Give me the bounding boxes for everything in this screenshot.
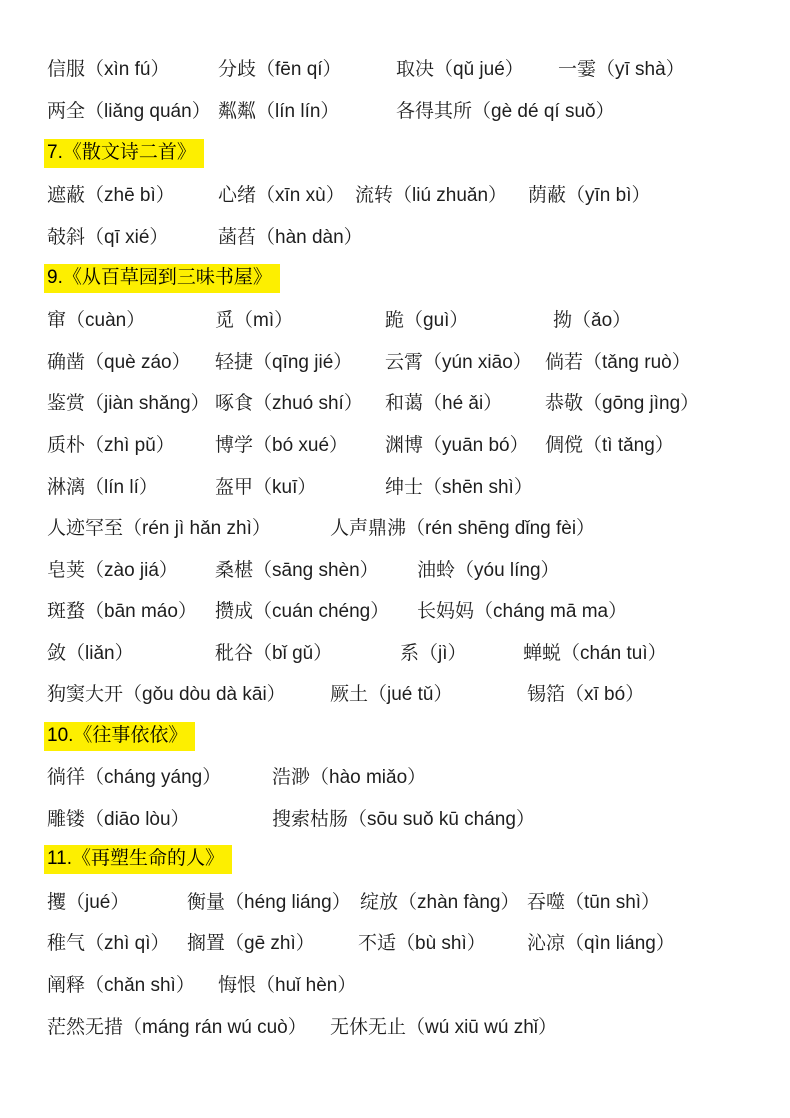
word-entry: 觅（mì） (215, 310, 294, 331)
word-entry: 信服（xìn fú） (47, 59, 170, 80)
word-entry: 皂荚（zào jiá） (47, 560, 178, 581)
word-entry: 确凿（què záo） (47, 352, 191, 373)
vocab-row (0, 1016, 790, 1044)
vocab-row (0, 974, 790, 1002)
word-entry: 雕镂（diāo lòu） (47, 809, 190, 830)
vocab-row (0, 476, 790, 504)
word-entry: 浩渺（hào miǎo） (272, 767, 427, 788)
vocab-row (0, 226, 790, 254)
vocab-row (0, 683, 790, 711)
word-entry: 徜徉（cháng yáng） (47, 767, 222, 788)
word-entry: 流转（liú zhuǎn） (355, 185, 508, 206)
word-entry: 绽放（zhàn fàng） (360, 892, 520, 913)
word-entry: 渊博（yuān bó） (385, 435, 529, 456)
word-entry: 和蔼（hé ǎi） (385, 393, 503, 414)
word-entry: 窜（cuàn） (47, 310, 146, 331)
word-entry: 云霄（yún xiāo） (385, 352, 532, 373)
word-entry: 厥土（jué tǔ） (330, 684, 453, 705)
word-entry: 倜傥（tì tǎng） (545, 435, 674, 456)
word-entry: 荫蔽（yīn bì） (528, 185, 651, 206)
section-header-row (0, 845, 790, 873)
word-entry: 无休无止（wú xiū wú zhǐ） (330, 1017, 557, 1038)
word-entry: 攒成（cuán chéng） (215, 601, 390, 622)
word-entry: 沁凉（qìn liáng） (527, 933, 675, 954)
vocab-row (0, 808, 790, 836)
section-title: 10.《往事依依》 (44, 722, 195, 751)
word-entry: 敛（liǎn） (47, 643, 134, 664)
word-entry: 质朴（zhì pǔ） (47, 435, 175, 456)
word-entry: 粼粼（lín lín） (218, 101, 340, 122)
vocab-row (0, 58, 790, 86)
vocab-row (0, 184, 790, 212)
word-entry: 菡萏（hàn dàn） (218, 227, 363, 248)
vocab-row (0, 517, 790, 545)
word-entry: 鉴赏（jiàn shǎng） (47, 393, 210, 414)
vocab-row (0, 932, 790, 960)
vocab-row (0, 309, 790, 337)
word-entry: 秕谷（bǐ gǔ） (215, 643, 333, 664)
word-entry: 攲斜（qī xié） (47, 227, 169, 248)
word-entry: 取决（qǔ jué） (396, 59, 524, 80)
vocab-row (0, 434, 790, 462)
word-entry: 绅士（shēn shì） (385, 477, 533, 498)
word-entry: 蝉蜕（chán tuì） (523, 643, 667, 664)
word-entry: 啄食（zhuó shí） (215, 393, 363, 414)
word-entry: 锡箔（xī bó） (527, 684, 645, 705)
word-entry: 搜索枯肠（sōu suǒ kū cháng） (272, 809, 535, 830)
word-entry: 两全（liǎng quán） (47, 101, 211, 122)
section-header-row (0, 139, 790, 167)
word-entry: 倘若（tǎng ruò） (545, 352, 691, 373)
word-entry: 轻捷（qīng jié） (215, 352, 353, 373)
word-entry: 长妈妈（cháng mā ma） (417, 601, 628, 622)
word-entry: 系（jì） (400, 643, 467, 664)
word-entry: 拗（ǎo） (553, 310, 632, 331)
vocab-row (0, 559, 790, 587)
word-entry: 恭敬（gōng jìng） (545, 393, 700, 414)
section-title: 7.《散文诗二首》 (44, 139, 204, 168)
vocab-row (0, 600, 790, 628)
vocab-row (0, 392, 790, 420)
word-entry: 人迹罕至（rén jì hǎn zhì） (47, 518, 271, 539)
word-entry: 桑椹（sāng shèn） (215, 560, 379, 581)
vocab-row (0, 766, 790, 794)
word-entry: 衡量（héng liáng） (187, 892, 351, 913)
word-entry: 悔恨（huǐ hèn） (218, 975, 357, 996)
word-entry: 斑蝥（bān máo） (47, 601, 197, 622)
word-entry: 跪（guì） (385, 310, 469, 331)
word-entry: 淋漓（lín lí） (47, 477, 158, 498)
vocab-row (0, 100, 790, 128)
section-header-row (0, 722, 790, 750)
section-header-row (0, 264, 790, 292)
word-entry: 博学（bó xué） (215, 435, 349, 456)
word-entry: 遮蔽（zhē bì） (47, 185, 175, 206)
word-entry: 稚气（zhì qì） (47, 933, 170, 954)
vocab-row (0, 642, 790, 670)
section-title: 11.《再塑生命的人》 (44, 845, 232, 874)
word-entry: 盔甲（kuī） (215, 477, 317, 498)
word-entry: 茫然无措（máng rán wú cuò） (47, 1017, 307, 1038)
section-title: 9.《从百草园到三味书屋》 (44, 264, 280, 293)
word-entry: 各得其所（gè dé qí suǒ） (396, 101, 615, 122)
word-entry: 不适（bù shì） (358, 933, 486, 954)
vocab-row (0, 891, 790, 919)
word-entry: 吞噬（tūn shì） (527, 892, 661, 913)
word-entry: 一霎（yī shà） (558, 59, 685, 80)
vocab-row (0, 351, 790, 379)
word-entry: 油蛉（yóu líng） (417, 560, 560, 581)
word-entry: 人声鼎沸（rén shēng dǐng fèi） (330, 518, 596, 539)
word-entry: 攫（jué） (47, 892, 130, 913)
word-entry: 分歧（fēn qí） (218, 59, 342, 80)
word-entry: 狗窦大开（gǒu dòu dà kāi） (47, 684, 286, 705)
word-entry: 阐释（chǎn shì） (47, 975, 195, 996)
word-entry: 搁置（gē zhì） (187, 933, 315, 954)
word-entry: 心绪（xīn xù） (218, 185, 345, 206)
